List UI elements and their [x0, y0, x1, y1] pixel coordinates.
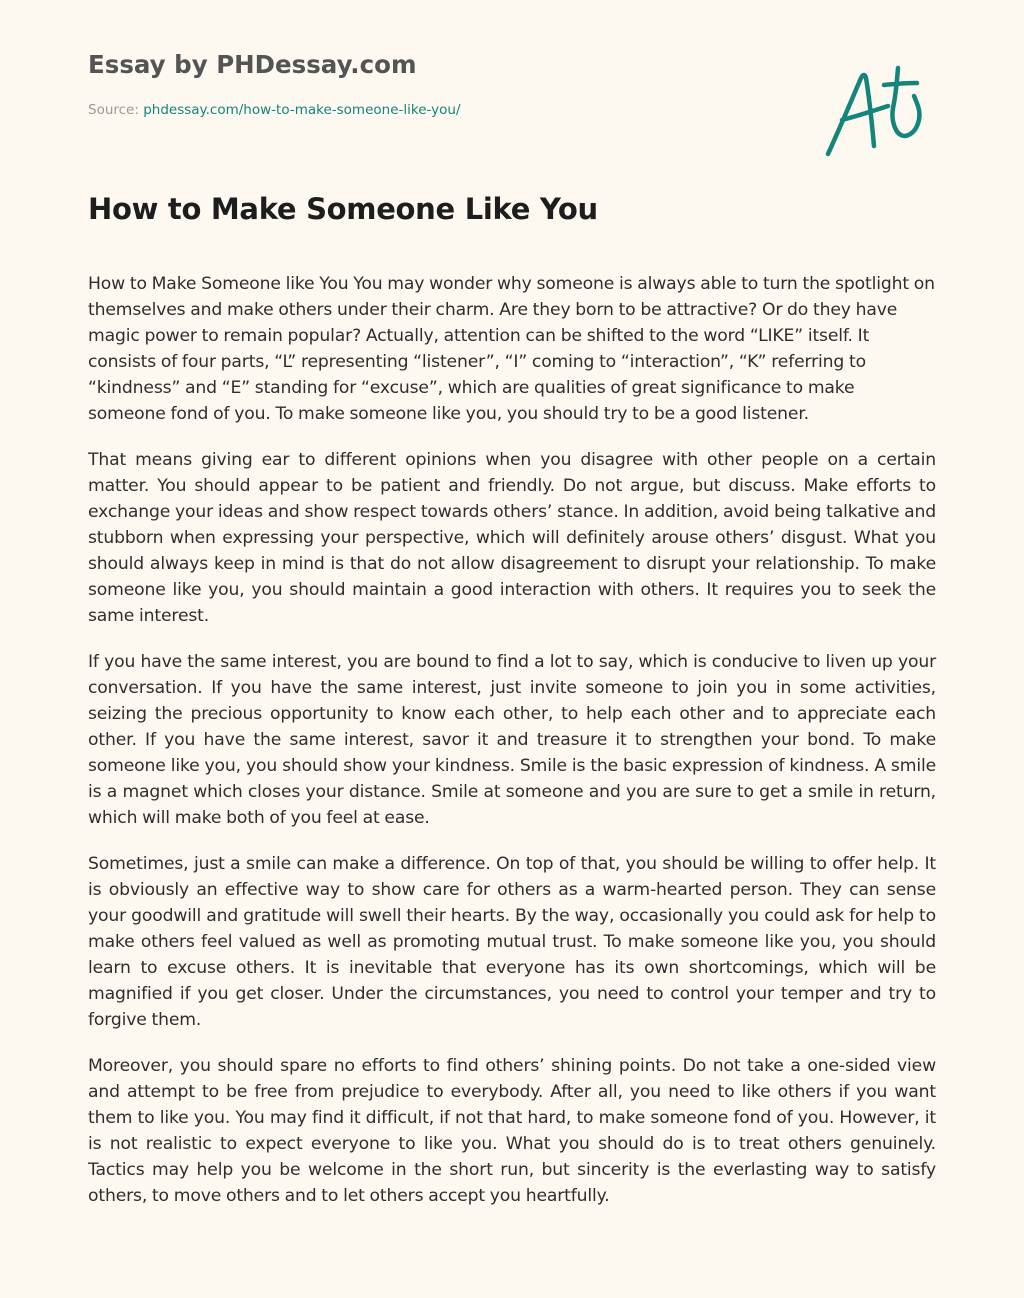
essay-paragraph: If you have the same interest, you are bound to find a lot to say, which is conducive to liven up your conversation. If you have the same interest, just invite someone to join you in some activities, seizing the precious opportunity to know each other, to help each other and to appreciate each other. If you have the same interest, savor it and treasure it to strengthen your bond. To make someone like you, you should show your kindness. Smile is the basic expression of kindness. A smile is a magnet which closes your distance. Smile at someone and you are sure to get a smile in return, which will make both of you feel at ease.	[88, 652, 936, 828]
essay-paragraph: Moreover, you should spare no efforts to find others’ shining points. Do not take a one-sided view and attempt to be free from prejudice to everybody. After all, you need to like others if you want them to like you. You may find it difficult, if not that hard, to make someone fond of you. However, it is not realistic to expect everyone to like you. What you should do is to treat others genuinely. Tactics may help you be welcome in the short run, but sincerity is the everlasting way to satisfy others, to move others and to let others accept you heartfully.	[88, 1056, 936, 1206]
source-label: Source:	[88, 102, 144, 118]
essay-title: How to Make Someone Like You	[88, 192, 598, 226]
source-line	[88, 102, 461, 118]
essay-paragraph: That means giving ear to different opinions when you disagree with other people on a certain matter. You should appear to be patient and friendly. Do not argue, but discuss. Make efforts to exchange your ideas and show respect towards others’ stance. In addition, avoid being talkative and stubborn when expressing your perspective, which will definitely arouse others’ disgust. What you should always keep in mind is that do not allow disagreement to disrupt your relationship. To make someone like you, you should maintain a good interaction with others. It requires you to seek the same interest.	[88, 450, 936, 626]
a-plus-logo-icon	[825, 64, 927, 160]
essay-paragraph: Sometimes, just a smile can make a difference. On top of that, you should be willing to offer help. It is obviously an effective way to show care for others as a warm-hearted person. They can sense your goodwill and gratitude will swell their hearts. By the way, occasionally you could ask for help to make others feel valued as well as promoting mutual trust. To make someone like you, you should learn to excuse others. It is inevitable that everyone has its own shortcomings, which will be magnified if you get closer. Under the circumstances, you need to control your temper and try to forgive them.	[88, 854, 936, 1030]
source-link[interactable]: phdessay.com/how-to-make-someone-like-you/	[143, 102, 461, 118]
essay-paragraph: How to Make Someone like You You may wonder why someone is always able to turn the spotlight on themselves and make others under their charm. Are they born to be attractive? Or do they have magic power to remain popular? Actually, attention can be shifted to the word “LIKE” itself. It consists of four parts, “L” representing “listener”, “I” coming to “interaction”, “K” referring to “kindness” and “E” standing for “excuse”, which are qualities of great significance to make someone fond of you. To make someone like you, you should try to be a good listener.	[88, 274, 935, 424]
site-brand: Essay by PHDessay.com	[88, 50, 417, 79]
essay-body	[88, 271, 936, 1229]
